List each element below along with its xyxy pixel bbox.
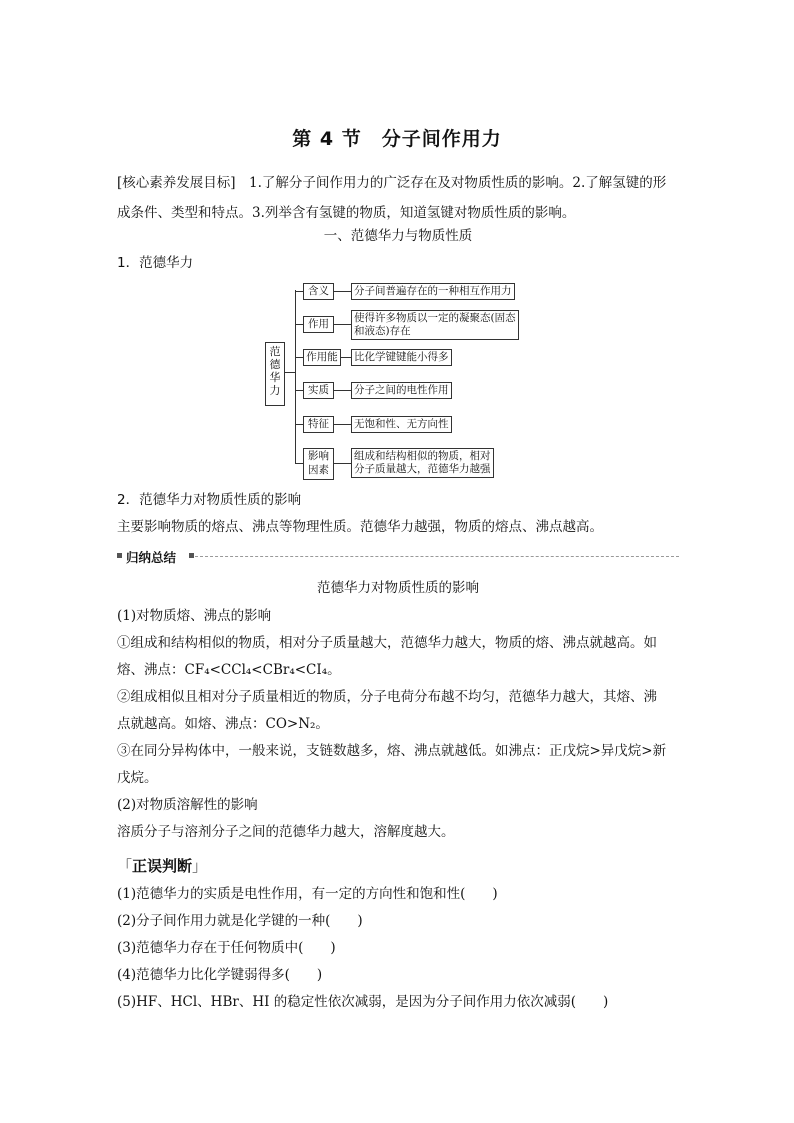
connector — [333, 390, 351, 391]
summary-point-2-text: 溶质分子与溶剂分子之间的范德华力越大，溶解度越大。 — [117, 824, 455, 840]
connector — [295, 424, 303, 425]
bullet-square — [189, 553, 194, 558]
diagram-value-factors — [351, 448, 494, 478]
key-line: 因素 — [308, 464, 329, 476]
summary-item-1-line-2: 熔、沸点：CF₄<CCl₄<CBr₄<CI₄。 — [117, 662, 341, 678]
diagram-value-energy: 比化学键键能小得多 — [351, 349, 452, 366]
value-line: 分子质量越大，范德华力越强 — [354, 463, 491, 475]
connector — [340, 357, 351, 358]
key-line: 影响 — [308, 450, 329, 462]
diagram-key-factors — [303, 448, 334, 480]
learning-goals — [117, 168, 679, 228]
summary-bar — [117, 548, 679, 564]
connector — [295, 390, 303, 391]
judge-label: 正误判断 — [132, 857, 193, 875]
vdw-concept-diagram — [265, 280, 516, 485]
value-line: 和液态)存在 — [354, 325, 411, 337]
judge-item: (5)HF、HCl、HBr、HI 的稳定性依次减弱，是因为分子间作用力依次减弱( ) — [117, 994, 609, 1010]
summary-label: 归纳总结 — [126, 550, 177, 565]
summary-item-1-line-1: ①组成和结构相似的物质，相对分子质量越大，范德华力越大，物质的熔、沸点就越高。如 — [117, 635, 657, 651]
connector — [333, 291, 351, 292]
diagram-value-essence: 分子之间的电性作用 — [351, 382, 452, 399]
dashed-rule — [195, 556, 679, 557]
section-heading: 一、范德华力与物质性质 — [323, 228, 473, 244]
connector — [333, 424, 351, 425]
connector — [333, 324, 351, 325]
diagram-value-meaning: 分子间普遍存在的一种相互作用力 — [351, 283, 515, 300]
diagram-key-effect: 作用 — [303, 316, 334, 333]
root-char: 华 — [269, 371, 281, 384]
connector — [295, 324, 303, 325]
diagram-key-essence: 实质 — [303, 382, 334, 399]
summary-heading: 范德华力对物质性质的影响 — [317, 580, 479, 596]
subheading-2: 2．范德华力对物质性质的影响 — [117, 492, 302, 508]
judge-item: (4)范德华力比化学键弱得多( ) — [117, 967, 323, 983]
diagram-key-feature: 特征 — [303, 416, 334, 433]
value-line: 使得许多物质以一定的凝聚态(固态 — [354, 312, 516, 324]
connector — [333, 463, 351, 464]
judge-item: (1)范德华力的实质是电性作用，有一定的方向性和饱和性( ) — [117, 886, 498, 902]
summary-item-2-line-2: 点就越高。如熔、沸点：CO>N₂。 — [117, 716, 329, 732]
summary-item-2-line-1: ②组成相似且相对分子质量相近的物质，分子电荷分布越不均匀，范德华力越大，其熔、沸 — [117, 689, 657, 705]
connector — [295, 357, 303, 358]
diagram-key-meaning: 含义 — [303, 283, 334, 300]
root-char: 范 — [269, 345, 281, 358]
root-char: 力 — [269, 384, 281, 397]
page-title: 第 4 节 分子间作用力 — [292, 128, 502, 150]
bullet-square — [117, 553, 122, 558]
bracket-open: 「 — [117, 857, 133, 875]
goals-line-1: [核心素养发展目标] 1.了解分子间作用力的广泛存在及对物质性质的影响。2.了解氢键的形 — [117, 175, 667, 191]
subheading-2-text: 主要影响物质的熔点、沸点等物理性质。范德华力越强，物质的熔点、沸点越高。 — [117, 519, 603, 535]
summary-point-2: (2)对物质溶解性的影响 — [117, 797, 258, 813]
diagram-root — [265, 342, 285, 406]
diagram-spine — [295, 290, 296, 463]
diagram-key-energy: 作用能 — [303, 349, 341, 366]
true-false-heading — [117, 855, 207, 876]
diagram-value-effect — [351, 310, 519, 340]
value-line: 组成和结构相似的物质，相对 — [354, 450, 491, 462]
judge-item: (2)分子间作用力就是化学键的一种( ) — [117, 913, 363, 929]
root-char: 德 — [269, 358, 281, 371]
connector — [295, 463, 303, 464]
summary-item-3-line-2: 戊烷。 — [117, 770, 158, 786]
subheading-1: 1．范德华力 — [117, 255, 194, 271]
judge-item: (3)范德华力存在于任何物质中( ) — [117, 940, 336, 956]
summary-point-1: (1)对物质熔、沸点的影响 — [117, 608, 272, 624]
bracket-close: 」 — [192, 857, 208, 875]
connector — [285, 372, 295, 373]
summary-item-3-line-1: ③在同分异构体中，一般来说，支链数越多，熔、沸点就越低。如沸点：正戊烷>异戊烷>新 — [117, 743, 667, 759]
connector — [295, 291, 303, 292]
diagram-value-feature: 无饱和性、无方向性 — [351, 416, 452, 433]
goals-line-2: 成条件、类型和特点。3.列举含有氢键的物质，知道氢键对物质性质的影响。 — [117, 205, 576, 221]
